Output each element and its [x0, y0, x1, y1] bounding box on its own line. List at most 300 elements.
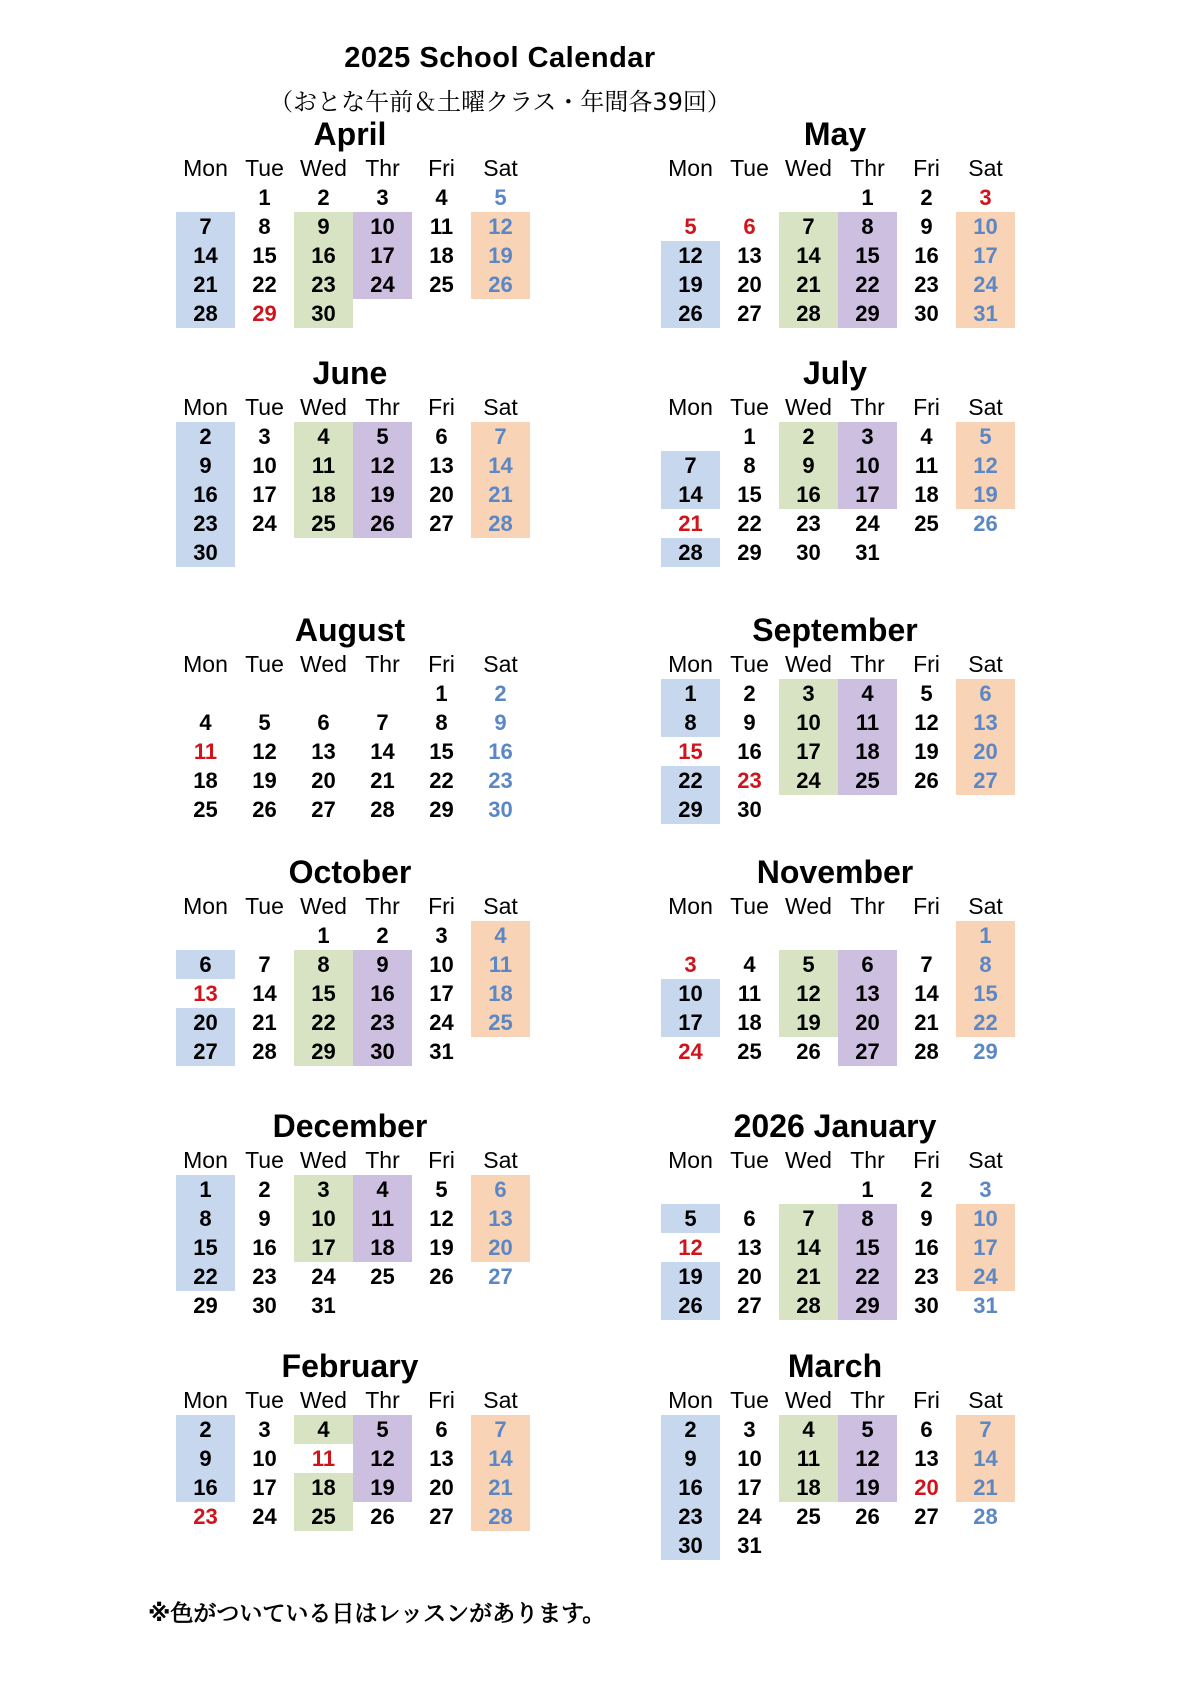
month-grid	[176, 1145, 530, 1320]
empty-cell	[661, 183, 720, 212]
day-cell: 6	[743, 1205, 756, 1231]
day-cell: 10	[661, 979, 720, 1008]
week-row	[176, 509, 530, 538]
weekday-header: Sat	[968, 892, 1003, 919]
day-cell: 18	[429, 242, 454, 268]
day-cell: 23	[914, 1263, 939, 1289]
weekday-header: Wed	[785, 393, 832, 420]
day-cell: 17	[779, 737, 838, 766]
day-cell: 12	[429, 1205, 454, 1231]
week-row	[176, 1008, 530, 1037]
empty-cell	[412, 538, 471, 567]
empty-cell	[956, 795, 1015, 824]
week-row	[661, 270, 1015, 299]
day-cell: 14	[914, 980, 939, 1006]
week-row	[661, 795, 1015, 824]
empty-cell	[235, 538, 294, 567]
day-cell: 19	[353, 1473, 412, 1502]
month-grid	[176, 153, 530, 328]
weekday-header: Mon	[183, 892, 228, 919]
day-cell: 21	[779, 270, 838, 299]
empty-cell	[294, 538, 353, 567]
day-cell: 2	[779, 422, 838, 451]
day-cell: 14	[956, 1444, 1015, 1473]
week-row	[661, 1037, 1015, 1066]
day-cell: 8	[258, 213, 271, 239]
day-cell: 5	[684, 213, 697, 239]
weekday-header: Sat	[968, 1146, 1003, 1173]
week-row	[176, 422, 530, 451]
empty-cell	[471, 299, 530, 328]
day-cell: 14	[471, 451, 530, 480]
day-cell: 5	[838, 1415, 897, 1444]
day-cell: 8	[743, 452, 756, 478]
day-cell: 16	[176, 1473, 235, 1502]
day-cell: 1	[861, 184, 874, 210]
day-cell: 21	[471, 1473, 530, 1502]
day-cell: 10	[252, 452, 277, 478]
day-cell: 10	[737, 1445, 762, 1471]
day-cell: 23	[294, 270, 353, 299]
day-cell: 3	[684, 951, 697, 977]
week-row	[661, 921, 1015, 950]
day-cell: 12	[914, 709, 939, 735]
day-cell: 12	[779, 979, 838, 1008]
empty-cell	[353, 299, 412, 328]
day-cell: 27	[737, 300, 762, 326]
day-cell: 1	[317, 922, 330, 948]
week-row	[176, 451, 530, 480]
day-cell: 29	[838, 299, 897, 328]
day-cell: 1	[743, 423, 756, 449]
day-cell: 2	[376, 922, 389, 948]
week-row	[176, 183, 530, 212]
empty-cell	[720, 921, 779, 950]
empty-cell	[235, 921, 294, 950]
day-cell: 2	[743, 680, 756, 706]
day-cell: 24	[855, 510, 880, 536]
week-row	[176, 979, 530, 1008]
day-cell: 13	[737, 242, 762, 268]
day-cell: 22	[661, 766, 720, 795]
day-cell: 30	[294, 299, 353, 328]
week-row	[661, 1262, 1015, 1291]
day-cell: 11	[311, 1445, 336, 1471]
empty-cell	[353, 1291, 412, 1320]
day-cell: 19	[838, 1473, 897, 1502]
day-cell: 15	[838, 1233, 897, 1262]
day-cell: 21	[678, 510, 703, 536]
day-cell: 7	[471, 422, 530, 451]
week-row	[176, 270, 530, 299]
page-title: 2025 School Calendar	[344, 42, 656, 74]
day-cell: 27	[311, 796, 336, 822]
day-cell: 1	[661, 679, 720, 708]
day-cell: 10	[353, 212, 412, 241]
day-cell: 15	[737, 481, 762, 507]
empty-cell	[720, 183, 779, 212]
day-cell: 5	[258, 709, 271, 735]
day-cell: 13	[429, 1445, 454, 1471]
day-cell: 16	[252, 1234, 277, 1260]
day-cell: 19	[956, 480, 1015, 509]
weekday-header: Thr	[365, 393, 400, 420]
day-cell: 18	[838, 737, 897, 766]
page-subtitle: （おとな午前＆土曜クラス・年間各39回）	[269, 88, 731, 116]
empty-cell	[956, 538, 1015, 567]
week-row	[661, 979, 1015, 1008]
day-cell: 16	[488, 738, 513, 764]
day-cell: 9	[353, 950, 412, 979]
day-cell: 4	[294, 422, 353, 451]
day-cell: 27	[176, 1037, 235, 1066]
day-cell: 20	[914, 1474, 939, 1500]
day-cell: 30	[488, 796, 513, 822]
day-cell: 29	[429, 796, 454, 822]
day-cell: 11	[429, 213, 454, 239]
month-grid	[661, 649, 1015, 824]
day-cell: 19	[429, 1234, 454, 1260]
month-december	[170, 1107, 530, 1320]
weekday-header: Mon	[183, 1386, 228, 1413]
day-cell: 4	[294, 1415, 353, 1444]
month-title: August	[294, 612, 406, 648]
weekday-header: Fri	[913, 892, 940, 919]
empty-cell	[897, 921, 956, 950]
day-cell: 27	[914, 1503, 939, 1529]
day-cell: 21	[914, 1009, 939, 1035]
day-cell: 22	[252, 271, 277, 297]
week-row	[176, 1502, 530, 1531]
day-cell: 20	[838, 1008, 897, 1037]
day-cell: 15	[294, 979, 353, 1008]
day-cell: 11	[471, 950, 530, 979]
week-row	[661, 950, 1015, 979]
week-row	[661, 241, 1015, 270]
day-cell: 13	[737, 1234, 762, 1260]
day-cell: 9	[743, 709, 756, 735]
day-cell: 11	[838, 708, 897, 737]
day-cell: 23	[796, 510, 821, 536]
week-row	[176, 766, 530, 795]
week-row	[661, 422, 1015, 451]
day-cell: 14	[176, 241, 235, 270]
day-cell: 6	[435, 423, 448, 449]
day-cell: 18	[779, 1473, 838, 1502]
month-title: October	[288, 854, 412, 890]
week-row	[661, 1291, 1015, 1320]
empty-cell	[897, 538, 956, 567]
day-cell: 14	[471, 1444, 530, 1473]
day-cell: 17	[429, 980, 454, 1006]
day-cell: 8	[176, 1204, 235, 1233]
day-cell: 22	[838, 1262, 897, 1291]
day-cell: 12	[353, 1444, 412, 1473]
week-row	[176, 708, 530, 737]
day-cell: 26	[661, 299, 720, 328]
week-row	[661, 509, 1015, 538]
day-cell: 18	[737, 1009, 762, 1035]
weekday-header: Thr	[365, 154, 400, 181]
weekday-header: Tue	[245, 393, 284, 420]
weekday-header: Mon	[183, 1146, 228, 1173]
day-cell: 4	[743, 951, 756, 977]
day-cell: 26	[252, 796, 277, 822]
day-cell: 19	[661, 1262, 720, 1291]
empty-cell	[779, 795, 838, 824]
day-cell: 6	[956, 679, 1015, 708]
weekday-header: Tue	[245, 1146, 284, 1173]
day-cell: 30	[796, 539, 821, 565]
day-cell: 2	[661, 1415, 720, 1444]
week-row	[661, 1502, 1015, 1531]
day-cell: 23	[193, 1503, 218, 1529]
weekday-header: Sat	[483, 1146, 518, 1173]
day-cell: 13	[193, 980, 218, 1006]
day-cell: 27	[956, 766, 1015, 795]
month-title: June	[312, 355, 388, 391]
day-cell: 17	[838, 480, 897, 509]
weekday-header: Tue	[245, 892, 284, 919]
day-cell: 9	[176, 451, 235, 480]
week-row	[176, 1415, 530, 1444]
weekday-header: Fri	[913, 393, 940, 420]
month-grid	[176, 649, 530, 824]
day-cell: 22	[294, 1008, 353, 1037]
day-cell: 20	[176, 1008, 235, 1037]
day-cell: 23	[353, 1008, 412, 1037]
day-cell: 1	[258, 184, 271, 210]
weekday-header: Fri	[428, 650, 455, 677]
day-cell: 2	[494, 680, 507, 706]
week-row	[661, 1204, 1015, 1233]
day-cell: 16	[353, 979, 412, 1008]
day-cell: 14	[252, 980, 277, 1006]
day-cell: 9	[294, 212, 353, 241]
day-cell: 26	[796, 1038, 821, 1064]
day-cell: 19	[252, 767, 277, 793]
day-cell: 19	[914, 738, 939, 764]
weekday-header: Fri	[428, 1146, 455, 1173]
day-cell: 10	[252, 1445, 277, 1471]
day-cell: 5	[435, 1176, 448, 1202]
day-cell: 8	[661, 708, 720, 737]
day-cell: 3	[779, 679, 838, 708]
day-cell: 10	[294, 1204, 353, 1233]
day-cell: 18	[294, 1473, 353, 1502]
week-row	[661, 1175, 1015, 1204]
day-cell: 27	[737, 1292, 762, 1318]
day-cell: 28	[370, 796, 395, 822]
weekday-header: Thr	[850, 1146, 885, 1173]
empty-cell	[838, 795, 897, 824]
day-cell: 15	[956, 979, 1015, 1008]
day-cell: 7	[471, 1415, 530, 1444]
month-march	[655, 1347, 1015, 1560]
empty-cell	[353, 679, 412, 708]
empty-cell	[838, 921, 897, 950]
day-cell: 26	[973, 510, 998, 536]
day-cell: 30	[252, 1292, 277, 1318]
day-cell: 18	[353, 1233, 412, 1262]
day-cell: 31	[429, 1038, 454, 1064]
month-grid	[661, 153, 1015, 328]
month-title: April	[313, 116, 387, 152]
weekday-header: Sat	[483, 1386, 518, 1413]
day-cell: 6	[435, 1416, 448, 1442]
weekday-header: Tue	[730, 393, 769, 420]
week-row	[176, 299, 530, 328]
month-september	[655, 611, 1015, 824]
day-cell: 9	[176, 1444, 235, 1473]
day-cell: 14	[779, 1233, 838, 1262]
day-cell: 4	[353, 1175, 412, 1204]
day-cell: 3	[435, 922, 448, 948]
month-title: November	[756, 854, 914, 890]
day-cell: 12	[956, 451, 1015, 480]
day-cell: 5	[920, 680, 933, 706]
day-cell: 22	[737, 510, 762, 536]
day-cell: 24	[737, 1503, 762, 1529]
day-cell: 8	[838, 212, 897, 241]
day-cell: 4	[435, 184, 448, 210]
day-cell: 26	[353, 509, 412, 538]
weekday-header: Tue	[730, 650, 769, 677]
weekday-header: Mon	[183, 393, 228, 420]
day-cell: 24	[429, 1009, 454, 1035]
day-cell: 22	[176, 1262, 235, 1291]
weekday-header: Sat	[483, 154, 518, 181]
day-cell: 1	[861, 1176, 874, 1202]
day-cell: 28	[779, 299, 838, 328]
day-cell: 29	[252, 300, 277, 326]
day-cell: 16	[294, 241, 353, 270]
weekday-header: Fri	[428, 892, 455, 919]
day-cell: 5	[494, 184, 507, 210]
day-cell: 19	[471, 241, 530, 270]
day-cell: 3	[979, 1176, 992, 1202]
day-cell: 8	[294, 950, 353, 979]
weekday-header: Sat	[483, 650, 518, 677]
week-row	[176, 1262, 530, 1291]
day-cell: 25	[370, 1263, 395, 1289]
empty-cell	[897, 795, 956, 824]
day-cell: 17	[353, 241, 412, 270]
day-cell: 26	[661, 1291, 720, 1320]
weekday-header: Fri	[913, 1386, 940, 1413]
day-cell: 21	[779, 1262, 838, 1291]
weekday-header: Wed	[300, 892, 347, 919]
day-cell: 24	[956, 270, 1015, 299]
day-cell: 1	[176, 1175, 235, 1204]
day-cell: 25	[294, 1502, 353, 1531]
week-row	[176, 679, 530, 708]
week-row	[176, 1233, 530, 1262]
day-cell: 30	[914, 1292, 939, 1318]
day-cell: 25	[294, 509, 353, 538]
weekday-header: Wed	[300, 1146, 347, 1173]
day-cell: 9	[920, 213, 933, 239]
day-cell: 16	[914, 1234, 939, 1260]
day-cell: 25	[737, 1038, 762, 1064]
weekday-header: Sat	[968, 154, 1003, 181]
empty-cell	[838, 1531, 897, 1560]
week-row	[176, 737, 530, 766]
day-cell: 26	[855, 1503, 880, 1529]
week-row	[661, 679, 1015, 708]
day-cell: 17	[661, 1008, 720, 1037]
day-cell: 15	[838, 241, 897, 270]
day-cell: 21	[370, 767, 395, 793]
day-cell: 7	[956, 1415, 1015, 1444]
weekday-header: Mon	[668, 393, 713, 420]
day-cell: 28	[661, 538, 720, 567]
day-cell: 17	[252, 481, 277, 507]
day-cell: 7	[176, 212, 235, 241]
day-cell: 24	[678, 1038, 703, 1064]
day-cell: 18	[471, 979, 530, 1008]
weekday-header: Sat	[483, 393, 518, 420]
day-cell: 23	[176, 509, 235, 538]
day-cell: 4	[838, 679, 897, 708]
day-cell: 14	[370, 738, 395, 764]
day-cell: 25	[429, 271, 454, 297]
day-cell: 21	[176, 270, 235, 299]
day-cell: 2	[920, 184, 933, 210]
day-cell: 19	[779, 1008, 838, 1037]
day-cell: 31	[737, 1532, 762, 1558]
day-cell: 20	[737, 1263, 762, 1289]
weekday-header: Tue	[730, 1146, 769, 1173]
week-row	[176, 1444, 530, 1473]
day-cell: 16	[661, 1473, 720, 1502]
month-title: July	[802, 355, 868, 391]
day-cell: 27	[488, 1263, 513, 1289]
day-cell: 24	[252, 1503, 277, 1529]
empty-cell	[720, 1175, 779, 1204]
day-cell: 3	[838, 422, 897, 451]
day-cell: 12	[353, 451, 412, 480]
day-cell: 21	[956, 1473, 1015, 1502]
week-row	[176, 1037, 530, 1066]
day-cell: 9	[494, 709, 507, 735]
empty-cell	[176, 183, 235, 212]
empty-cell	[176, 921, 235, 950]
day-cell: 22	[956, 1008, 1015, 1037]
day-cell: 25	[796, 1503, 821, 1529]
week-row	[176, 921, 530, 950]
day-cell: 2	[258, 1176, 271, 1202]
day-cell: 13	[956, 708, 1015, 737]
month-june	[170, 354, 530, 567]
day-cell: 20	[956, 737, 1015, 766]
week-row	[661, 183, 1015, 212]
day-cell: 3	[376, 184, 389, 210]
weekday-header: Fri	[913, 154, 940, 181]
day-cell: 10	[838, 451, 897, 480]
day-cell: 4	[779, 1415, 838, 1444]
day-cell: 26	[471, 270, 530, 299]
day-cell: 11	[193, 738, 218, 764]
weekday-header: Wed	[785, 1386, 832, 1413]
day-cell: 10	[956, 1204, 1015, 1233]
weekday-header: Mon	[668, 154, 713, 181]
day-cell: 9	[779, 451, 838, 480]
weekday-header: Wed	[785, 154, 832, 181]
day-cell: 13	[838, 979, 897, 1008]
day-cell: 15	[176, 1233, 235, 1262]
day-cell: 28	[471, 1502, 530, 1531]
